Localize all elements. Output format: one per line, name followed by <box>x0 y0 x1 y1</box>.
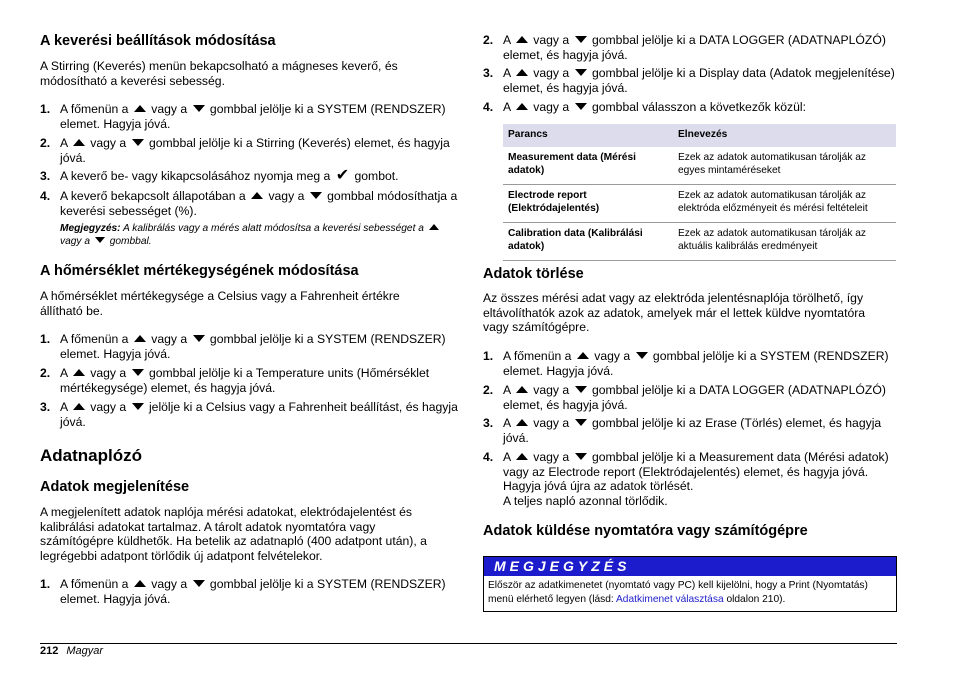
stirring-note: Megjegyzés: A kalibrálás vagy a mérés alatt módosítsa a keverési sebességet a vagy a gombbal. <box>60 222 458 248</box>
table-cell: Electrode report (Elektródajelentés) <box>503 185 673 223</box>
up-arrow-icon <box>516 453 528 460</box>
delete-intro: Az összes mérési adat vagy az elektróda jelentésnaplója törölhető, így eltávolíthatók azok az adatok, amelyek már el lettek küldve nyomtatóra vagy számítógépre. <box>483 291 866 335</box>
temperature-intro: A hőmérséklet mértékegysége a Celsius vagy a Fahrenheit értékre állítható be. <box>40 289 400 318</box>
table-header: Elnevezés <box>673 124 896 147</box>
up-arrow-icon <box>577 352 589 359</box>
down-arrow-icon <box>193 580 205 587</box>
up-arrow-icon <box>429 224 439 230</box>
up-arrow-icon <box>73 139 85 146</box>
datalogger-heading: Adatnaplózó <box>40 446 142 465</box>
footer-divider <box>40 643 897 644</box>
table-row <box>503 185 896 223</box>
up-arrow-icon <box>516 69 528 76</box>
up-arrow-icon <box>516 103 528 110</box>
down-arrow-icon <box>95 237 105 243</box>
up-arrow-icon <box>516 36 528 43</box>
stirring-intro: A Stirring (Keverés) menün bekapcsolható a mágneses keverő, és módosítható a keverési sebesség. <box>40 59 398 88</box>
table-cell: Ezek az adatok automatikusan tárolják az egyes mintaméréseket <box>673 147 896 185</box>
page-number: 212 <box>40 645 59 657</box>
down-arrow-icon <box>310 192 322 199</box>
down-arrow-icon <box>575 36 587 43</box>
down-arrow-icon <box>132 139 144 146</box>
up-arrow-icon <box>134 105 146 112</box>
table-row <box>503 223 896 261</box>
up-arrow-icon <box>134 580 146 587</box>
down-arrow-icon <box>575 69 587 76</box>
up-arrow-icon <box>516 386 528 393</box>
down-arrow-icon <box>575 386 587 393</box>
down-arrow-icon <box>193 105 205 112</box>
view-data-intro: A megjelenített adatok naplója mérési adatokat, elektródajelentést és kalibrálási adatokat tartalmaz. A tárolt adatok nyomtatóra vagy számítógépre küldhetők. Ha betelik az adatnapló (400 adatpont után), a legrégebbi adatpont törlődik új adatpont felvételekor. <box>40 505 427 563</box>
down-arrow-icon <box>575 453 587 460</box>
table-cell: Ezek az adatok automatikusan tárolják az elektróda előzményeit és mérési feltételeit <box>673 185 896 223</box>
command-table <box>503 124 896 261</box>
down-arrow-icon <box>132 403 144 410</box>
down-arrow-icon <box>193 335 205 342</box>
send-heading: Adatok küldése nyomtatóra vagy számítógépre <box>483 523 808 539</box>
note-box <box>483 556 897 612</box>
up-arrow-icon <box>251 192 263 199</box>
up-arrow-icon <box>516 419 528 426</box>
down-arrow-icon <box>575 103 587 110</box>
data-output-link[interactable]: Adatkimenet választása <box>616 594 724 605</box>
up-arrow-icon <box>73 369 85 376</box>
note-box-body: Először az adatkimenetet (nyomtató vagy PC) kell kijelölni, hogy a Print (Nyomtatás) menü elérhető legyen (lásd: Adatkimenet választása oldalon 210). <box>488 580 868 605</box>
table-cell: Measurement data (Mérési adatok) <box>503 147 673 185</box>
checkmark-icon: ✔ <box>335 167 350 184</box>
footer <box>40 645 103 658</box>
table-cell: Calibration data (Kalibrálási adatok) <box>503 223 673 261</box>
up-arrow-icon <box>73 403 85 410</box>
down-arrow-icon <box>132 369 144 376</box>
table-header: Parancs <box>503 124 673 147</box>
table-row <box>503 147 896 185</box>
view-data-heading: Adatok megjelenítése <box>40 479 190 495</box>
table-header-row <box>503 124 896 147</box>
table-cell: Ezek az adatok automatikusan tárolják az aktuális kalibrálás eredményeit <box>673 223 896 261</box>
language-label: Magyar <box>66 645 104 657</box>
stirring-heading: A keverési beállítások módosítása <box>40 33 276 49</box>
temperature-heading: A hőmérséklet mértékegységének módosítása <box>40 263 359 279</box>
note-box-title: MEGJEGYZÉS <box>484 557 896 576</box>
down-arrow-icon <box>575 419 587 426</box>
down-arrow-icon <box>636 352 648 359</box>
delete-heading: Adatok törlése <box>483 266 584 282</box>
up-arrow-icon <box>134 335 146 342</box>
